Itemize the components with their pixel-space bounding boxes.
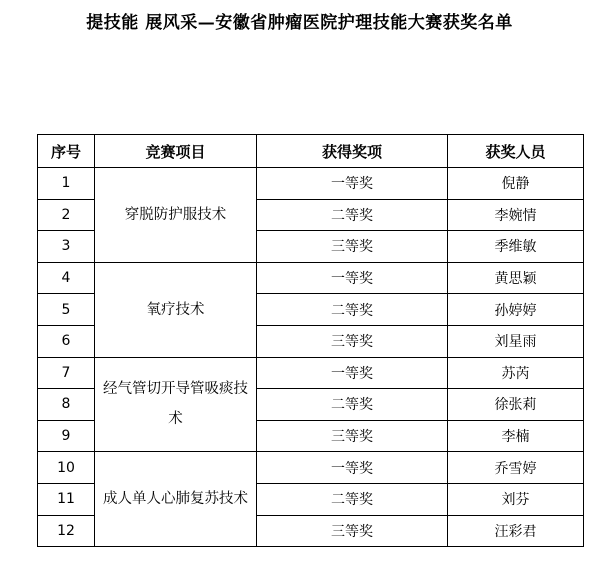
project-name: 成人单人心肺复苏技术	[95, 452, 257, 547]
winner-name: 刘芬	[448, 483, 584, 515]
award-level: 三等奖	[257, 515, 448, 547]
project-name: 穿脱防护服技术	[95, 168, 257, 263]
award-level: 三等奖	[257, 231, 448, 263]
row-number: 4	[38, 262, 95, 294]
award-level: 一等奖	[257, 452, 448, 484]
winner-name: 刘星雨	[448, 325, 584, 357]
winner-name: 汪彩君	[448, 515, 584, 547]
table-row	[38, 452, 584, 484]
table-row	[38, 168, 584, 200]
header-number: 序号	[38, 135, 95, 168]
project-name: 氧疗技术	[95, 262, 257, 357]
winner-name: 黄思颖	[448, 262, 584, 294]
table-row	[38, 262, 584, 294]
award-level: 二等奖	[257, 483, 448, 515]
row-number: 12	[38, 515, 95, 547]
table-row	[38, 357, 584, 389]
award-level: 三等奖	[257, 420, 448, 452]
row-number: 11	[38, 483, 95, 515]
header-winner: 获奖人员	[448, 135, 584, 168]
row-number: 6	[38, 325, 95, 357]
award-level: 二等奖	[257, 294, 448, 326]
winner-name: 李婉情	[448, 199, 584, 231]
winner-name: 苏芮	[448, 357, 584, 389]
table-header-row	[38, 135, 584, 168]
winner-name: 乔雪婷	[448, 452, 584, 484]
row-number: 8	[38, 389, 95, 421]
award-level: 一等奖	[257, 262, 448, 294]
project-name: 经气管切开导管吸痰技术	[95, 357, 257, 452]
award-level: 一等奖	[257, 357, 448, 389]
winner-name: 季维敏	[448, 231, 584, 263]
header-project: 竞赛项目	[95, 135, 257, 168]
row-number: 9	[38, 420, 95, 452]
header-award: 获得奖项	[257, 135, 448, 168]
award-level: 二等奖	[257, 199, 448, 231]
award-level: 一等奖	[257, 168, 448, 200]
document-title: 提技能 展风采—安徽省肿瘤医院护理技能大赛获奖名单	[86, 13, 513, 33]
winner-name: 倪静	[448, 168, 584, 200]
winner-name: 李楠	[448, 420, 584, 452]
award-level: 三等奖	[257, 325, 448, 357]
award-level: 二等奖	[257, 389, 448, 421]
row-number: 3	[38, 231, 95, 263]
row-number: 10	[38, 452, 95, 484]
winner-name: 徐张莉	[448, 389, 584, 421]
row-number: 7	[38, 357, 95, 389]
row-number: 2	[38, 199, 95, 231]
winner-name: 孙婷婷	[448, 294, 584, 326]
row-number: 1	[38, 168, 95, 200]
award-table	[37, 134, 584, 547]
row-number: 5	[38, 294, 95, 326]
